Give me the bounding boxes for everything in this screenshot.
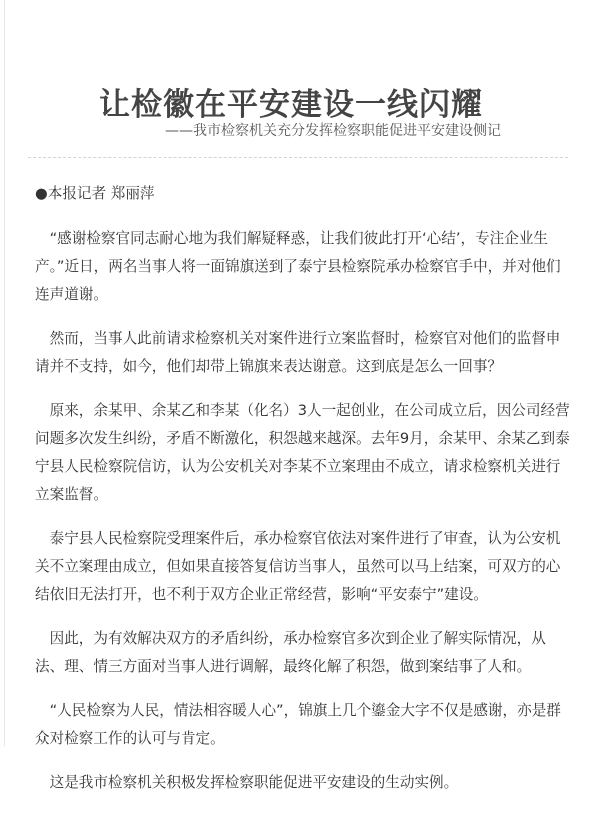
paragraph: 因此，为有效解决双方的矛盾纠纷，承办检察官多次到企业了解实际情况，从法、理、情三方面对当事人进行调解，最终化解了积怨，做到案结事了人和。 <box>35 630 546 675</box>
paragraph: 泰宁县人民检察院受理案件后，承办检察官依法对案件进行了审查，认为公安机关不立案理由成立，但如果直接答复信访当事人，虽然可以马上结案，可双方的心结依旧无法打开，也不利于双方企业正常经营，影响“平安泰宁”建设。 <box>35 530 561 603</box>
paragraph: “人民检察为人民，情法相容暖人心”，锦旗上几个鎏金大字不仅是感谢，亦是群众对检察工作的认可与肯定。 <box>35 702 561 747</box>
title-divider <box>28 157 568 158</box>
article-title: 让检徽在平安建设一线闪耀 <box>99 86 483 123</box>
article-subtitle: ——我市检察机关充分发挥检察职能促进平安建设侧记 <box>165 123 501 139</box>
byline: ●本报记者 郑丽萍 <box>35 185 155 202</box>
paragraph: 原来，余某甲、余某乙和李某（化名）3人一起创业，在公司成立后，因公司经营问题多次发生纠纷，矛盾不断激化，积怨越来越深。去年9月，余某甲、余某乙到泰宁县人民检察院信访，认为公安机关对李某不立案理由不成立，请求检察机关进行立案监督。 <box>35 402 570 503</box>
paragraph: 这是我市检察机关积极发挥检察职能促进平安建设的生动实例。 <box>49 774 459 791</box>
paragraph: “感谢检察官同志耐心地为我们解疑释惑，让我们彼此打开‘心结’，专注企业生产。”近日，两名当事人将一面锦旗送到了泰宁县检察院承办检察官手中，并对他们连声道谢。 <box>35 230 561 303</box>
paragraph: 然而，当事人此前请求检察机关对案件进行立案监督时，检察官对他们的监督申请并不支持，如今，他们却带上锦旗来表达谢意。这到底是怎么一回事？ <box>35 330 561 375</box>
article-body <box>35 180 570 813</box>
